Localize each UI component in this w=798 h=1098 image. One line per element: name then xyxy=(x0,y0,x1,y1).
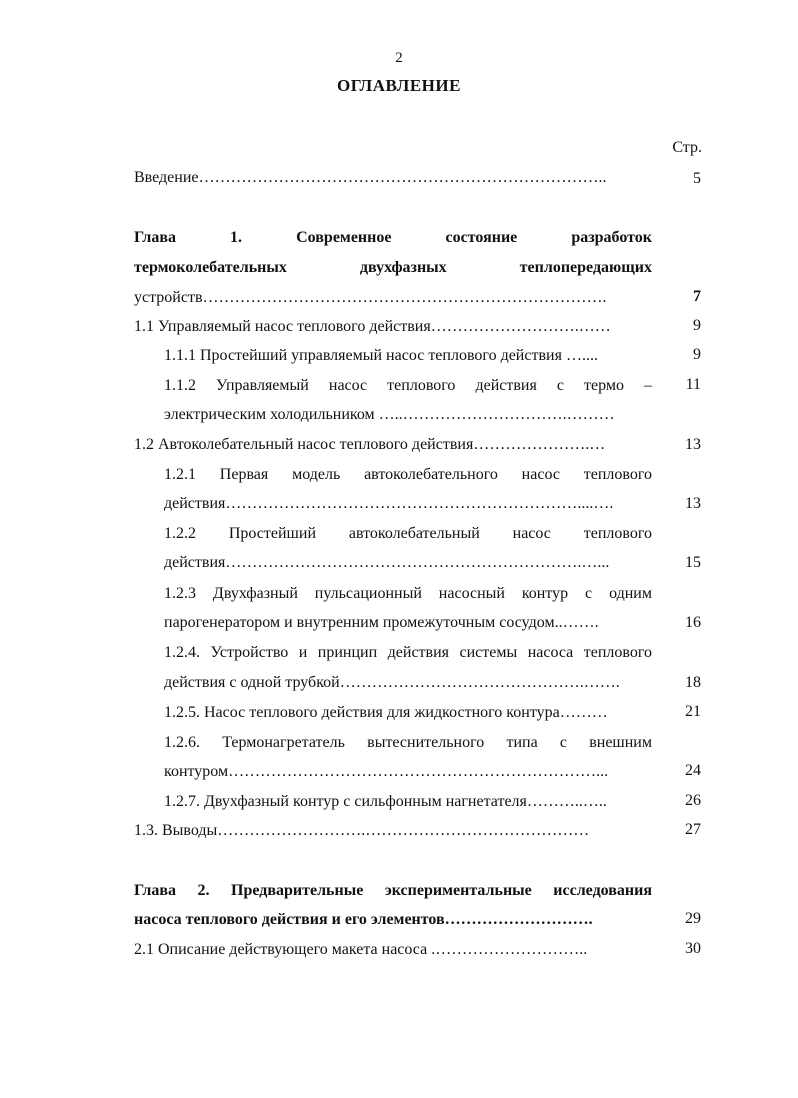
toc-entry-text: 1.2.7. Двухфазный контур с сильфонным нагнетателя………..….. xyxy=(164,793,607,810)
toc-entry-text: 1.2 Автоколебательный насос теплового действия………………….… xyxy=(134,436,606,453)
toc-entry-text-line: действия с одной трубкой……………………………………….……. xyxy=(164,674,620,691)
toc-entry-text: Введение………………………………………………………………….. xyxy=(134,169,607,186)
toc-entry-text-line: Глава 2. Предварительные экспериментальные исследования xyxy=(134,882,652,899)
toc-entry-page: 16 xyxy=(685,614,701,631)
toc-entry-page: 26 xyxy=(685,792,701,809)
toc-entry-text-line: парогенератором и внутренним промежуточным сосудом..……. xyxy=(164,614,599,631)
toc-entry-text-line: действия…………………………………………………………....…. xyxy=(164,495,614,512)
page-number: 2 xyxy=(395,50,403,66)
toc-entry-page: 27 xyxy=(685,821,701,838)
toc-entry-page: 13 xyxy=(685,436,701,453)
toc-entry-text-line: 1.2.1 Первая модель автоколебательного насос теплового xyxy=(164,466,652,483)
toc-entry-text: 1.2.5. Насос теплового действия для жидкостного контура……… xyxy=(164,704,608,721)
toc-entry-page: 18 xyxy=(685,674,701,691)
toc-entry-text-line: 1.2.3 Двухфазный пульсационный насосный контур с одним xyxy=(164,585,652,602)
toc-entry-page: 13 xyxy=(685,495,701,512)
toc-entry-page: 5 xyxy=(693,170,701,187)
toc-entry-text-line: 1.2.4. Устройство и принцип действия системы насоса теплового xyxy=(164,644,652,661)
toc-entry-page: 24 xyxy=(685,762,701,779)
toc-entry-page: 21 xyxy=(685,703,701,720)
toc-entry-text-line: 1.1.2 Управляемый насос теплового действия с термо – xyxy=(164,377,652,394)
toc-entry-text-line: Глава 1. Современное состояние разработок xyxy=(134,229,652,246)
toc-entry-page: 30 xyxy=(685,940,701,957)
toc-entry-page: 9 xyxy=(693,317,701,334)
toc-entry-text: 1.1 Управляемый насос теплового действия……………………….…… xyxy=(134,318,611,335)
toc-entry-text-line: действия………………………………………………………….…... xyxy=(164,554,610,571)
toc-entry-page: 9 xyxy=(693,346,701,363)
toc-entry-page: 7 xyxy=(693,288,701,305)
toc-entry-text-line xyxy=(134,288,648,307)
page-column-header: Стр. xyxy=(672,139,702,156)
toc-entry-text-line: 1.2.6. Термонагретатель вытеснительного типа с внешним xyxy=(164,734,652,751)
toc-entry-text-line: контуром……………………………………………………………... xyxy=(164,763,609,780)
toc-entry-text: 1.1.1 Простейший управляемый насос теплового действия ….... xyxy=(164,347,598,364)
toc-entry-text: устройств…………………………………………………………………. xyxy=(134,289,607,306)
toc-entry-text-line: электрическим холодильником …..………………………….……… xyxy=(164,406,615,423)
toc-entry-page: 15 xyxy=(685,554,701,571)
toc-entry-page: 11 xyxy=(685,376,701,393)
page-title: ОГЛАВЛЕНИЕ xyxy=(337,76,461,95)
toc-entry-text-line: насоса теплового действия и его элементов………………………. xyxy=(134,911,593,928)
toc-entry-text: 2.1 Описание действующего макета насоса .……………………….. xyxy=(134,941,588,958)
toc-entry-text-line: 1.2.2 Простейший автоколебательный насос теплового xyxy=(164,525,652,542)
toc-entry-page: 29 xyxy=(685,910,701,927)
toc-entry-text: 1.3. Выводы……………………….…………………………………… xyxy=(134,822,590,839)
toc-entry-text-line: термоколебательных двухфазных теплопередающих xyxy=(134,259,652,276)
